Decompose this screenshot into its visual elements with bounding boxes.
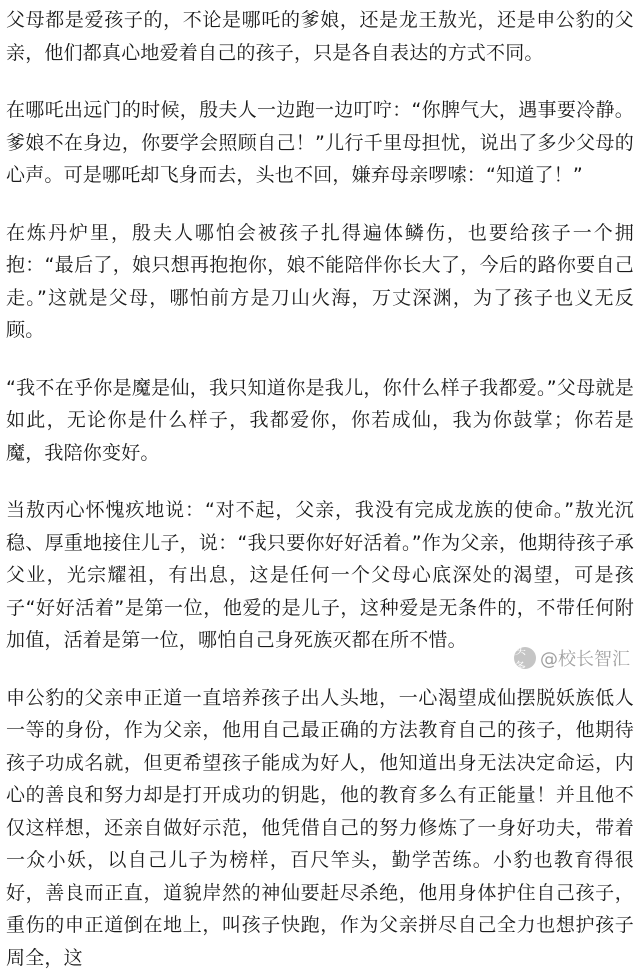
paragraph-shen-zhengdao: 申公豹的父亲申正道一直培养孩子出人头地，一心渴望成仙摆脱妖族低人一等的身份，作为父亲，他用自己最正确的方法教育自己的孩子，他期待孩子功成名就，但更希望孩子能成为好人，他知道出身无法决定命运，内心的善良和努力却是打开成功的钥匙，他的教育多么有正能量！并且他不仅这样想，还亲自做好示范，他凭借自己的努力修炼了一身好功夫，带着一众小妖，以自己儿子为榜样，百尺竿头，勤学苦练。小豹也教育得很好，善良而正直，道貌岸然的神仙要赶尽杀绝，他用身体护住自己孩子，重伤的申正道倒在地上，叫孩子快跑，作为父亲拼尽自己全力也想护孩子周全，这 (6, 682, 634, 974)
paragraph-parents-love: 父母都是爱孩子的，不论是哪吒的爹娘，还是龙王敖光，还是申公豹的父亲，他们都真心地爱着自己的孩子，只是各自表达的方式不同。 (6, 4, 634, 69)
paragraph-furnace-hug: 在炼丹炉里，殷夫人哪怕会被孩子扎得遍体鳞伤，也要给孩子一个拥抱：“最后了，娘只想再抱抱你，娘不能陪伴你长大了，今后的路你要自己走。”这就是父母，哪怕前方是刀山火海，万丈深渊，为了孩子也义无反顾。 (6, 217, 634, 347)
paragraph-ao-guang: 当敖丙心怀愧疚地说：“对不起，父亲，我没有完成龙族的使命。”敖光沉稳、厚重地接住儿子，说：“我只要你好好活着。”作为父亲，他期待孩子承父业，光宗耀祖，有出息，这是任何一个父母心底深处的渴望，可是孩子“好好活着”是第一位，他爱的是儿子，这种爱是无条件的，不带任何附加值，活着是第一位，哪怕自己身死族灭都在所不惜。 (6, 494, 634, 657)
watermark-text: @校长智汇 (540, 645, 630, 671)
paragraph-unconditional: “我不在乎你是魔是仙，我只知道你是我儿，你什么样子我都爱。”父母就是如此，无论你是什么样子，我都爱你，你若成仙，我为你鼓掌；你若是魔，我陪你变好。 (6, 372, 634, 470)
toutiao-logo-icon (514, 647, 536, 669)
watermark-logo-text: 头条 (514, 641, 536, 675)
watermark (514, 645, 630, 671)
paragraph-mother-farewell: 在哪吒出远门的时候，殷夫人一边跑一边叮咛：“你脾气大，遇事要冷静。爹娘不在身边，你要学会照顾自己！”儿行千里母担忧，说出了多少父母的心声。可是哪吒却飞身而去，头也不回，嫌弃母亲啰嗦：“知道了！” (6, 94, 634, 192)
